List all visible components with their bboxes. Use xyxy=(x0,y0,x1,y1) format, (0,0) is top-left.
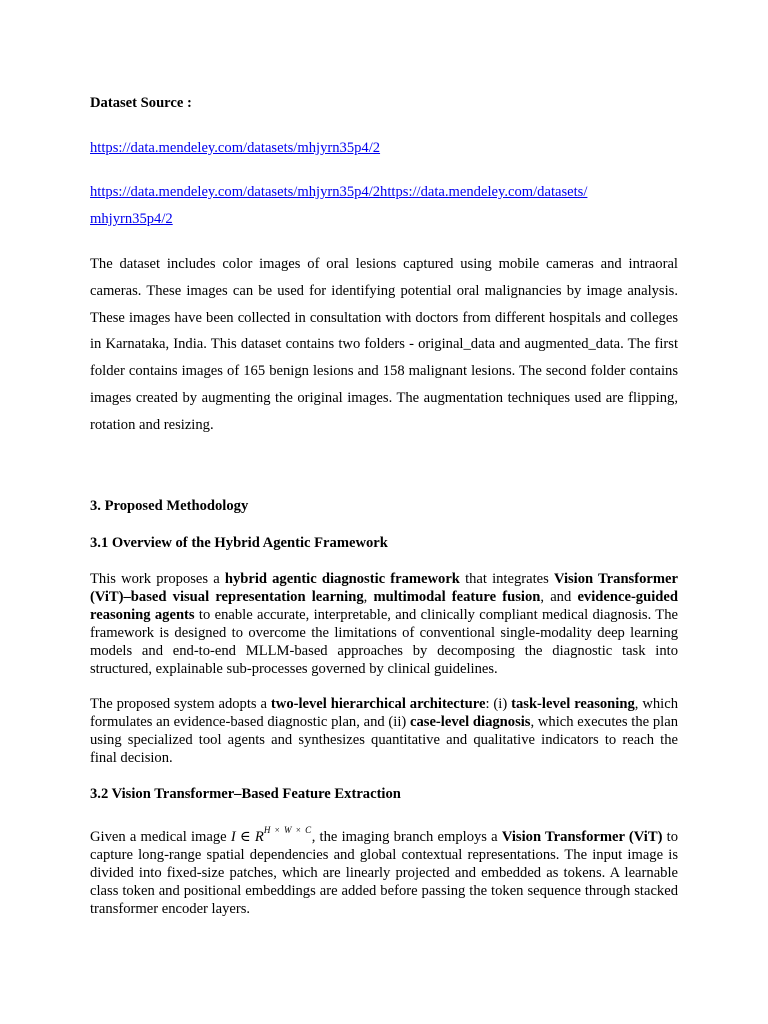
section-3-1-paragraph-1 xyxy=(90,570,678,678)
section-3-2-paragraph-1 xyxy=(90,821,678,918)
bold-span: Vision Transformer (ViT)–based visual representation learning xyxy=(90,571,678,605)
dataset-link-2-cont-container xyxy=(90,210,678,228)
text-span: to enable accurate, interpretable, and clinically compliant medical diagnosis. The framework is designed to overcome the limitations of conventional single-modality deep learning models and end-to-end MLLM-based approaches by decomposing the diagnostic task into structured, explainable sub-processes governed by clinical guidelines. xyxy=(90,607,678,677)
text-span: Given a medical image xyxy=(90,829,231,845)
dataset-link-2[interactable]: https://data.mendeley.com/datasets/mhjyrn35p4/2https://data.mendeley.com/datasets/ xyxy=(90,184,588,200)
text-span: , and xyxy=(540,589,578,605)
dataset-link-1-container xyxy=(90,139,678,157)
math-expression: I ∈ R xyxy=(230,829,264,845)
section-3-2-heading: 3.2 Vision Transformer–Based Feature Extraction xyxy=(90,786,401,802)
bold-span: Vision Transformer (ViT) xyxy=(501,829,663,845)
text-span: , which executes the plan using specialized tool agents and synthesizes quantitative and qualitative indicators to reach the final decision. xyxy=(90,714,678,766)
math-superscript: H × W × C xyxy=(263,825,312,835)
text-span: The proposed system adopts a xyxy=(90,696,271,712)
bold-span: multimodal feature fusion xyxy=(373,589,541,605)
bold-span: evidence-guided reasoning agents xyxy=(90,589,678,623)
section-3-1-heading: 3.1 Overview of the Hybrid Agentic Framework xyxy=(90,535,388,551)
text-span: , xyxy=(363,589,374,605)
dataset-link-1[interactable]: https://data.mendeley.com/datasets/mhjyrn35p4/2 xyxy=(90,140,381,156)
section-3-1-paragraph-2 xyxy=(90,695,678,767)
dataset-link-2-container xyxy=(90,183,678,201)
text-span: : (i) xyxy=(485,696,512,712)
text-span: This work proposes a xyxy=(90,571,225,587)
bold-span: hybrid agentic diagnostic framework xyxy=(224,571,460,587)
dataset-link-2-continued[interactable]: mhjyrn35p4/2 xyxy=(90,211,173,227)
dataset-description: The dataset includes color images of oral lesions captured using mobile cameras and intraoral cameras. These images can be used for identifying potential oral malignancies by image analysis. These images have been collected in consultation with doctors from different hospitals and colleges in Karnataka, India. This dataset contains two folders - original_data and augmented_data. The first folder contains images of 165 benign lesions and 158 malignant lesions. The second folder contains images created by augmenting the original images. The augmentation techniques used are flipping, rotation and resizing. xyxy=(90,256,678,433)
bold-span: two-level hierarchical architecture xyxy=(270,696,486,712)
bold-span: case-level diagnosis xyxy=(410,714,531,730)
bold-span: task-level reasoning xyxy=(511,696,635,712)
dataset-source-heading: Dataset Source : xyxy=(90,95,192,111)
text-span: , the imaging branch employs a xyxy=(311,829,502,845)
section-3-heading: 3. Proposed Methodology xyxy=(90,498,249,514)
text-span: to capture long-range spatial dependencies and global contextual representations. The input image is divided into fixed-size patches, which are linearly projected and embedded as tokens. A learnable class token and positional embeddings are added before passing the token sequence through stacked transformer encoder layers. xyxy=(90,829,678,917)
text-span: that integrates xyxy=(459,571,554,587)
text-span: , which formulates an evidence-based diagnostic plan, and (ii) xyxy=(90,696,678,730)
